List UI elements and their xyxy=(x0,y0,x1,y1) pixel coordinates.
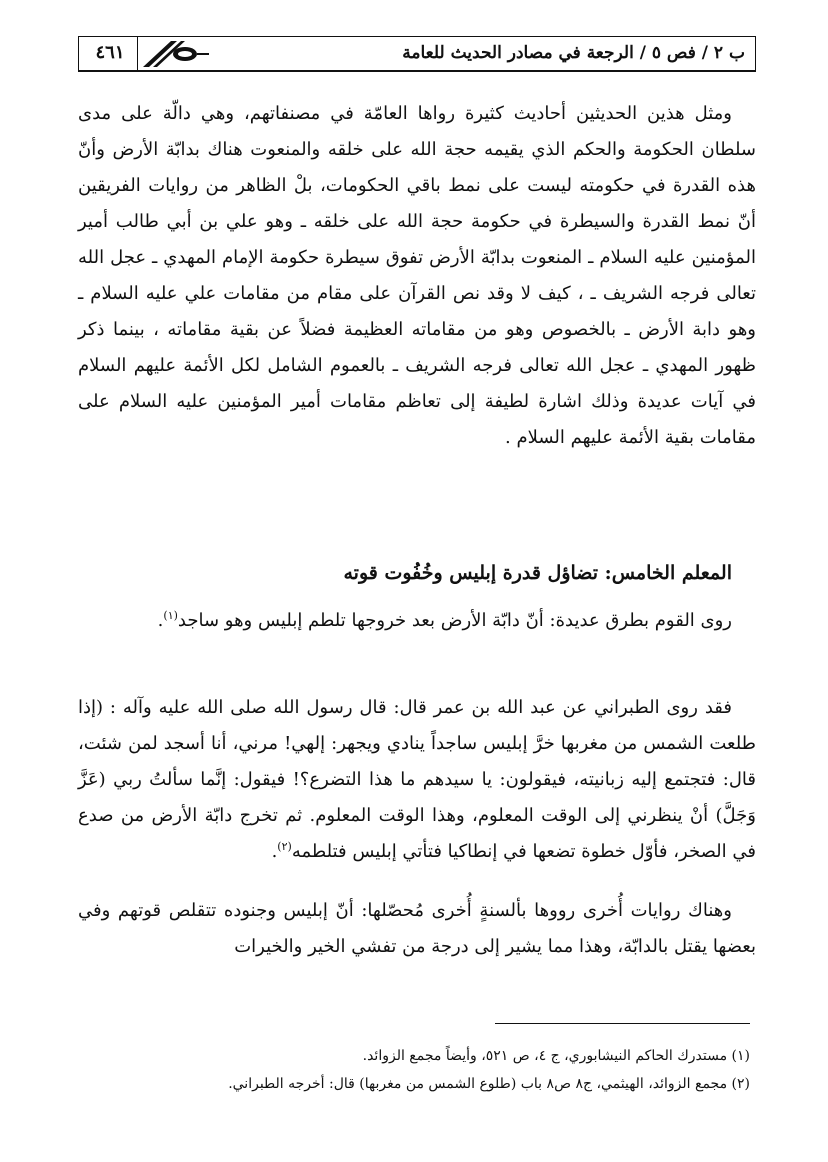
paragraph-4 xyxy=(78,893,756,965)
paragraph-3 xyxy=(78,690,756,870)
header-divider xyxy=(137,37,138,71)
footnotes xyxy=(72,1042,750,1098)
footnote-ref-2[interactable]: (٢) xyxy=(277,840,292,853)
paragraph-1 xyxy=(78,96,756,456)
section-title: المعلم الخامس: تضاؤل قدرة إبليس وخُفُوت قوته xyxy=(343,562,732,584)
paragraph-3-text: فقد روى الطبراني عن عبد الله بن عمر قال: قال رسول الله صلى الله عليه وآله : (إذا طلعت الشمس من مغربها خرَّ إبليس ساجداً ينادي ويجهر: إلهي! مرني، أنا أسجد لمن شئت، قال: فتجتمع إليه زبانيته، فيقولون: يا سيدهم ما هذا التضرع؟! فيقول: إنَّما سألتُ ربي (عَزَّ وَجَلَّ) أنْ ينظرني إلى الوقت المعلوم، وهذا الوقت المعلوم. ثم تخرج دابّة الأرض من صدع في الصخر، فأوّل خطوة تضعها في إنطاكيا فتأتي إبليس فتلطمه xyxy=(78,697,756,862)
footnote-2: (٢) مجمع الزوائد، الهيثمي، ج٨ ص٨ باب (طلوع الشمس من مغربها) قال: أخرجه الطبراني. xyxy=(228,1076,750,1092)
page-number: ٤٦١ xyxy=(95,42,125,63)
paragraph-2-end: . xyxy=(157,610,164,631)
paragraph-2 xyxy=(78,603,756,639)
header-title: ب ٢ / فص ٥ / الرجعة في مصادر الحديث للعامة xyxy=(402,43,745,63)
paragraph-2-text: روى القوم بطرق عديدة: أنّ دابّة الأرض بعد خروجها تلطم إبليس وهو ساجد xyxy=(177,610,732,631)
running-header xyxy=(78,36,756,72)
footnote-1: (١) مستدرك الحاكم النيشابوري، ج ٤، ص ٥٢١، وأيضاً مجمع الزوائد. xyxy=(362,1048,750,1064)
footnote-separator xyxy=(495,1023,750,1024)
paragraph-3-end: . xyxy=(271,841,278,862)
footnote-ref-1[interactable]: (١) xyxy=(163,609,178,622)
ornament-icon xyxy=(141,39,211,69)
paragraph-1-text: ومثل هذين الحديثين أحاديث كثيرة رواها العامّة في مصنفاتهم، وهي دالّة على مدى سلطان الحكومة والحكم الذي يقيمه حجة الله على خلقه والمنعوت هناك بدابّة الأرض وأنّ هذه القدرة في حكومته ليست على نمط باقي الحكومات، بلْ الظاهر من روايات الفريقين أنّ نمط القدرة والسيطرة في حكومة حجة الله على خلقه ـ وهو علي بن أبي طالب أمير المؤمنين عليه السلام ـ المنعوت بدابّة الأرض تفوق سيطرة حكومة الإمام المهدي ـ عجل الله تعالى فرجه الشريف ـ ، كيف لا وقد نص القرآن على مقام من مقامات علي عليه السلام ـ وهو دابة الأرض ـ بالخصوص وهو من مقاماته العظيمة فضلاً عن بقية مقاماته ، بينما ذكر ظهور المهدي ـ عجل الله تعالى فرجه الشريف ـ بالعموم الشامل لكل الأئمة عليهم السلام في آيات عديدة وذلك اشارة لطيفة إلى تعاظم مقامات أمير المؤمنين عليه السلام على مقامات بقية الأئمة عليهم السلام . xyxy=(78,103,756,448)
paragraph-4-text: وهناك روايات أُخرى رووها بألسنةٍ أُخرى مُحصّلها: أنّ إبليس وجنوده تتقلص قوتهم وفي بعضها يقتل بالدابّة، وهذا مما يشير إلى درجة من تفشي الخير والخيرات xyxy=(78,900,756,957)
